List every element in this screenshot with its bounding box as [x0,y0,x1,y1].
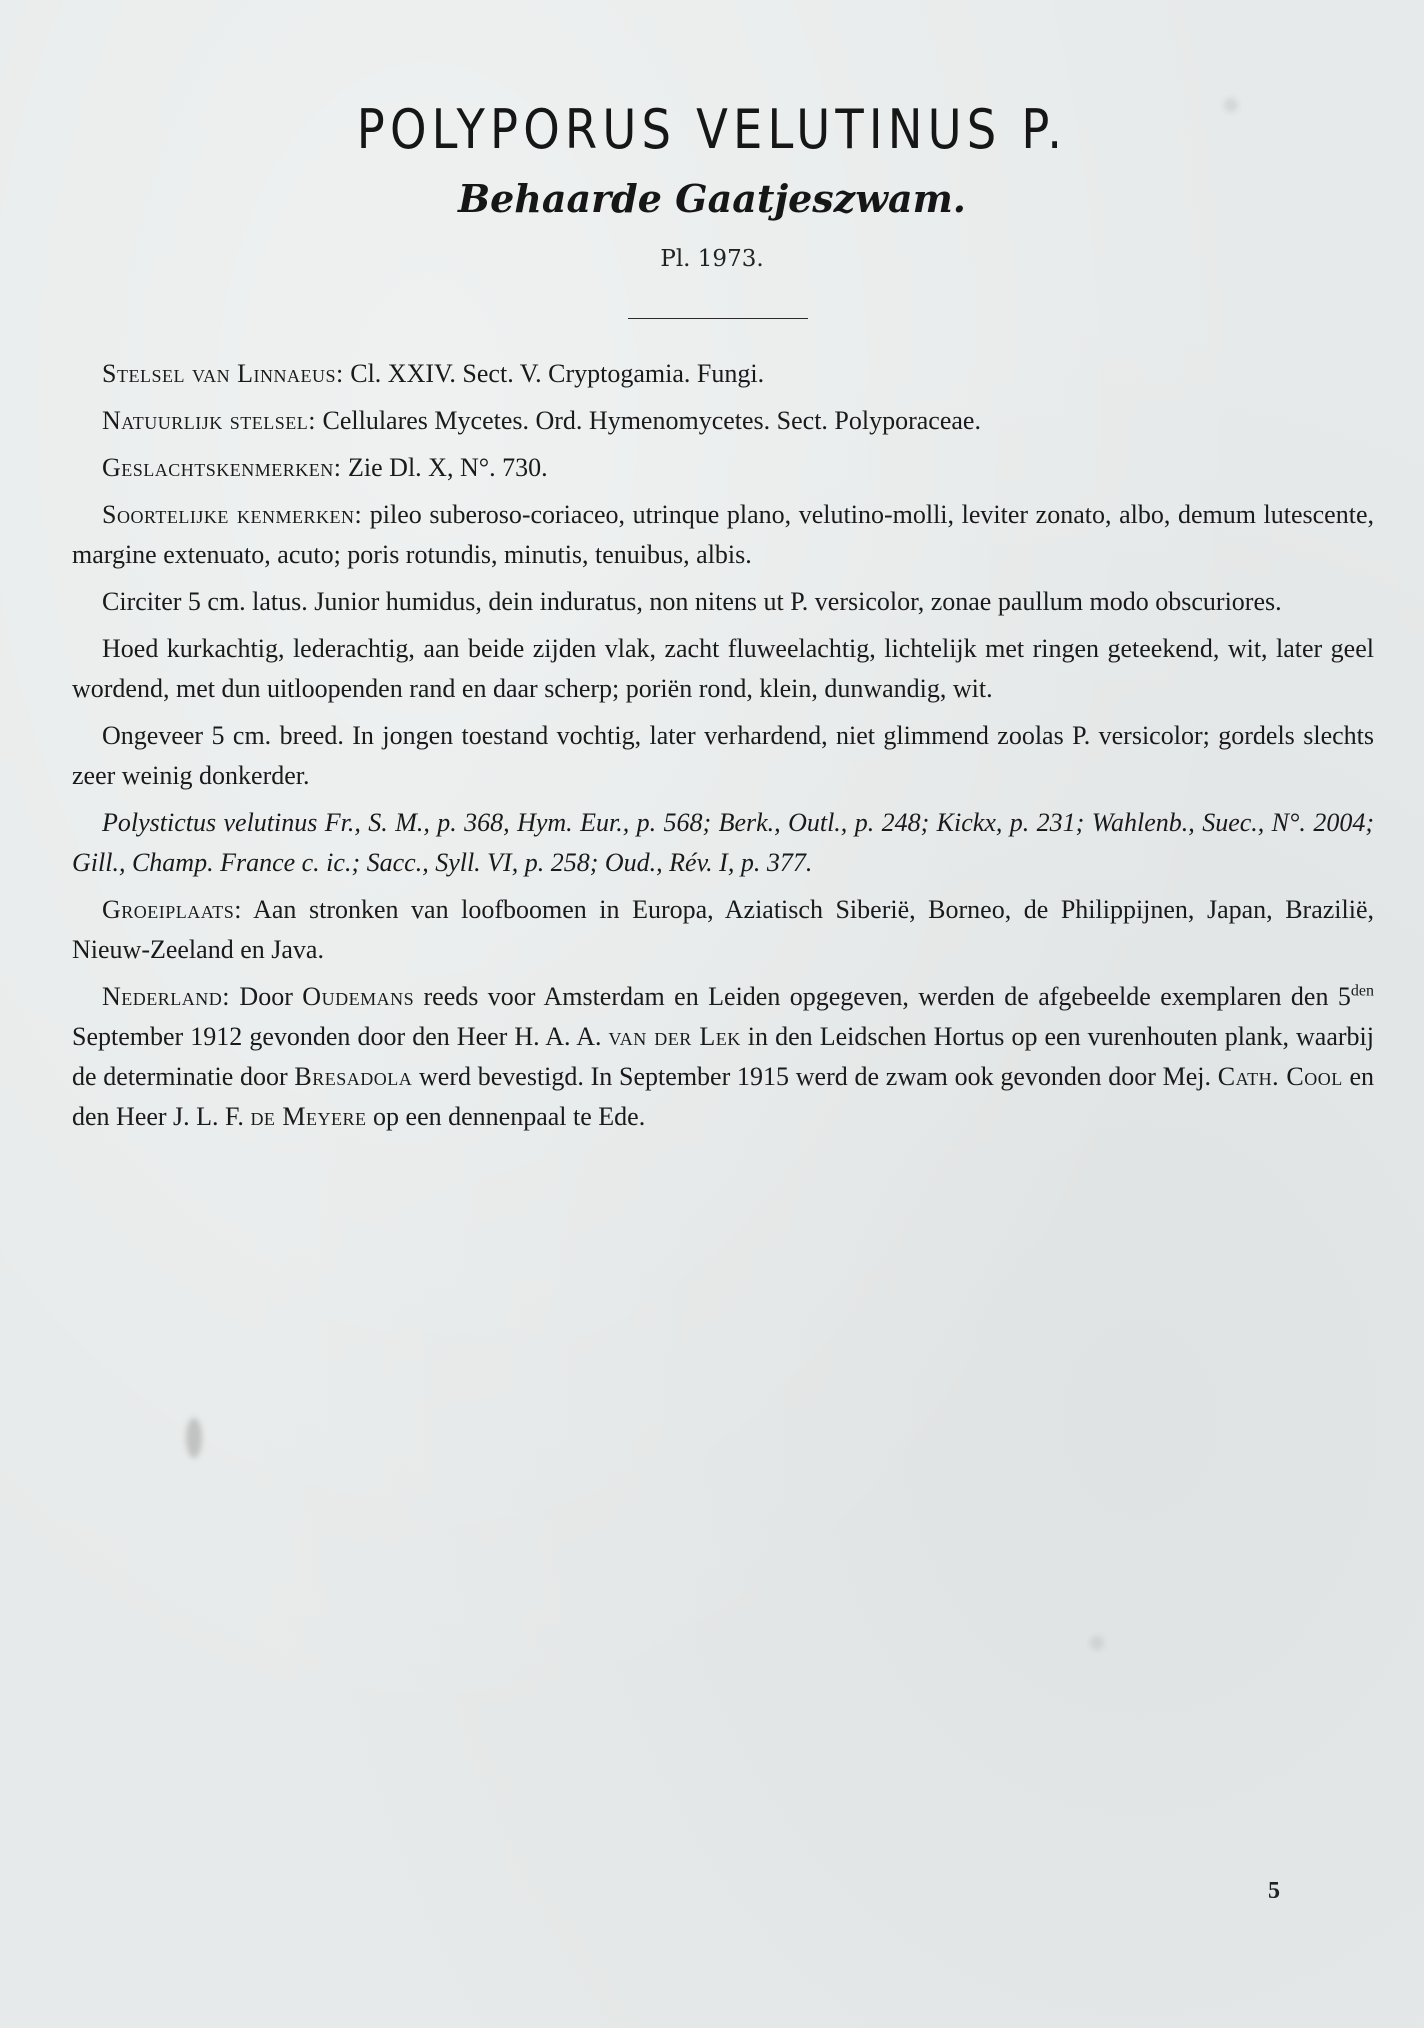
paragraph-synonymy: Polystictus velutinus Fr., S. M., p. 368, Hym. Eur., p. 568; Berk., Outl., p. 248; Kickx, p. 231; Wahlenb., Suec., N°. 2004; Gill., Champ. France c. ic.; Sacc., Syll. VI, p. 258; Oud., Rév. I, p. 377. [72,808,1374,877]
text-natuurlijk-stelsel: Cellulares Mycetes. Ord. Hymenomycetes. Sect. Polyporaceae. [316,406,981,435]
text-nederland-2: reeds voor Amsterdam en Leiden opgegeven, werden de afgebeelde exemplaren den 5 [414,982,1351,1011]
text-nederland-3: September 1912 gevonden door den Heer H. A. A. [72,1022,609,1051]
text-nederland-6: en den Heer J. L. F. [72,1062,1374,1131]
text-nederland-5: werd bevestigd. In September 1915 werd de zwam ook gevonden door Mej. [412,1062,1218,1091]
text-nederland-1: Door [230,982,303,1011]
paragraph-groeiplaats [72,890,1374,970]
paper-smudge [186,1418,202,1458]
name-oudemans: Oudemans [302,982,415,1011]
label-natuurlijk-stelsel: Natuurlijk stelsel: [102,406,316,435]
label-stelsel-linnaeus: Stelsel van Linnaeus: [102,359,344,388]
body-text [72,354,1374,1144]
label-geslachtskenmerken: Geslachtskenmerken: [102,453,342,482]
paragraph-dutch-size: Ongeveer 5 cm. breed. In jongen toestand vochtig, later verhardend, niet glimmend zoolas P. versicolor; gordels slechts zeer weinig donkerder. [72,721,1374,790]
text-groeiplaats: Aan stronken van loofboomen in Europa, Aziatisch Siberië, Borneo, de Philippijnen, Japan, Brazilië, Nieuw-Zeeland en Java. [72,895,1374,964]
paragraph-nederland [72,977,1374,1137]
paragraph-latin-size: Circiter 5 cm. latus. Junior humidus, dein induratus, non nitens ut P. versicolor, zonae paullum modo obscuriores. [102,587,1282,616]
name-van-der-lek: van der Lek [608,1022,741,1051]
text-stelsel-linnaeus: Cl. XXIV. Sect. V. Cryptogamia. Fungi. [343,359,765,388]
label-soortelijke-kenmerken: Soortelijke kenmerken: [102,500,363,529]
page-title: POLYPORUS VELUTINUS P. [356,98,1068,161]
paragraph-soortelijke-kenmerken [72,495,1374,575]
paper-smudge [1224,98,1238,112]
name-de-meyere: de Meyere [250,1102,367,1131]
text-nederland-4: in den Leidschen Hortus op een vurenhouten plank, waarbij de determinatie door [72,1022,1374,1091]
text-soortelijke-kenmerken: pileo suberoso-coriaceo, utrinque plano, velutino-molli, leviter zonato, albo, demum lutescente, margine extenuato, acuto; poris rotundis, minutis, tenuibus, albis. [72,500,1374,569]
page-number: 5 [1268,1878,1280,1904]
paragraph-natuurlijk-stelsel [72,401,1374,441]
page-subtitle: Behaarde Gaatjeszwam. [457,176,967,221]
paper-smudge [1090,1636,1104,1650]
text-geslachtskenmerken: Zie Dl. X, N°. 730. [341,453,548,482]
title-divider [628,318,808,319]
label-nederland: Nederland: [102,982,230,1011]
name-bresadola: Bresadola [294,1062,413,1091]
plate-number: Pl. 1973. [660,246,764,272]
name-cath-cool: Cath. Cool [1217,1062,1343,1091]
paragraph-stelsel-linnaeus [72,354,1374,394]
text-nederland-7: op een dennenpaal te Ede. [366,1102,646,1131]
paragraph-dutch-description: Hoed kurkachtig, lederachtig, aan beide zijden vlak, zacht fluweelachtig, lichtelijk met ringen geteekend, wit, later geel wordend, met dun uitloopenden rand en daar scherp; poriën rond, klein, dunwandig, wit. [72,634,1374,703]
paragraph-geslachtskenmerken [72,448,1374,488]
superscript-den: den [1350,982,1375,1000]
label-groeiplaats: Groeiplaats: [102,895,243,924]
